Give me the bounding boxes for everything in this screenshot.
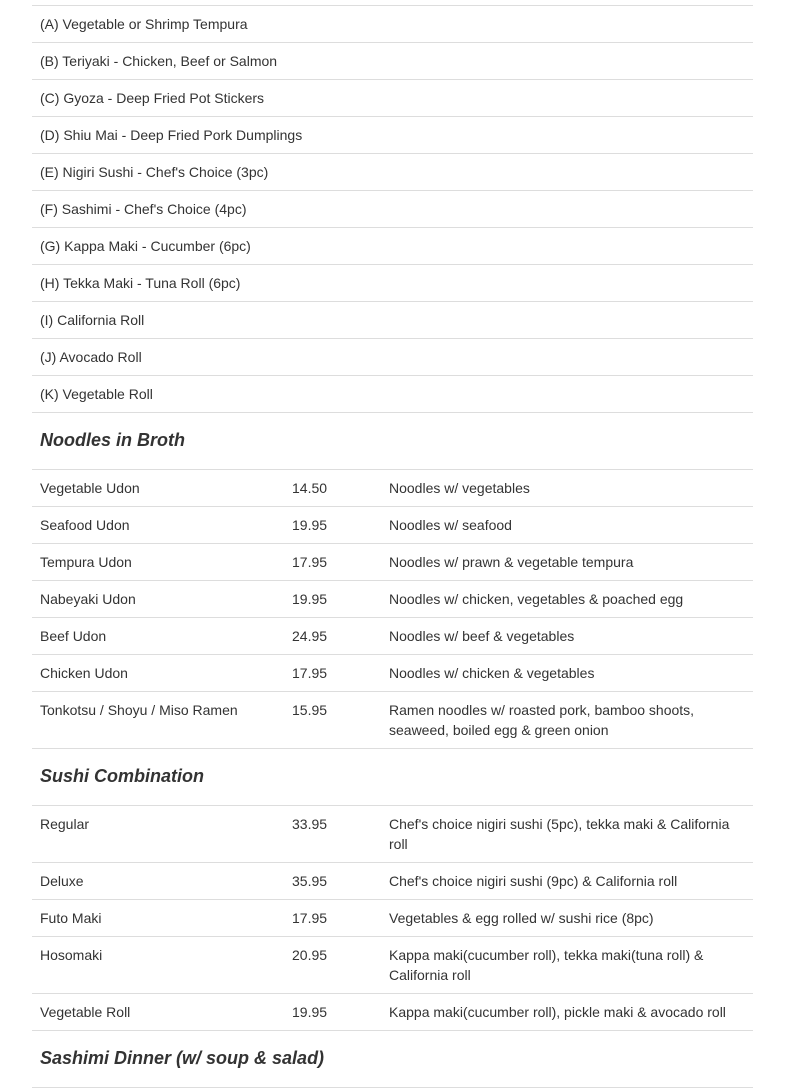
section-title-sashimi-dinner: Sashimi Dinner (w/ soup & salad) <box>32 1030 753 1087</box>
item-label: (K) Vegetable Roll <box>40 386 153 402</box>
item-label: (C) Gyoza - Deep Fried Pot Stickers <box>40 90 265 106</box>
table-row <box>32 617 753 654</box>
list-item <box>32 301 753 338</box>
list-item <box>32 190 753 227</box>
item-name: Beef Udon <box>40 628 107 644</box>
item-description: Noodles w/ prawn & vegetable tempura <box>389 554 634 570</box>
item-description: Noodles w/ chicken & vegetables <box>389 665 595 681</box>
item-label: (H) Tekka Maki - Tuna Roll (6pc) <box>40 275 241 291</box>
item-label: (G) Kappa Maki - Cucumber (6pc) <box>40 238 251 254</box>
table-row <box>32 543 753 580</box>
menu-table <box>32 5 753 1089</box>
table-row <box>32 654 753 691</box>
item-price: 19.95 <box>292 591 328 607</box>
item-description: Noodles w/ vegetables <box>389 480 530 496</box>
list-item <box>32 338 753 375</box>
table-row <box>32 805 753 862</box>
item-label: (A) Vegetable or Shrimp Tempura <box>40 16 248 32</box>
item-name: Nabeyaki Udon <box>40 591 136 607</box>
table-row <box>32 936 753 993</box>
item-price: 35.95 <box>292 873 328 889</box>
item-price: 14.50 <box>292 480 328 496</box>
item-name: Vegetable Udon <box>40 480 140 496</box>
table-row <box>32 580 753 617</box>
item-price: 15.95 <box>292 702 328 718</box>
section-title-sushi-combination: Sushi Combination <box>32 748 753 805</box>
table-row <box>32 899 753 936</box>
list-item <box>32 42 753 79</box>
item-name: Hosomaki <box>40 947 103 963</box>
item-name: Deluxe <box>40 873 84 889</box>
item-label: (B) Teriyaki - Chicken, Beef or Salmon <box>40 53 278 69</box>
item-label: (E) Nigiri Sushi - Chef's Choice (3pc) <box>40 164 269 180</box>
item-description: Noodles w/ beef & vegetables <box>389 628 575 644</box>
item-label: (D) Shiu Mai - Deep Fried Pork Dumplings <box>40 127 303 143</box>
item-label: (I) California Roll <box>40 312 145 328</box>
list-item <box>32 153 753 190</box>
item-price: 17.95 <box>292 910 328 926</box>
list-item <box>32 79 753 116</box>
list-item <box>32 5 753 42</box>
item-name: Chicken Udon <box>40 665 128 681</box>
list-item <box>32 264 753 301</box>
item-description: Kappa maki(cucumber roll), tekka maki(tuna roll) & California roll <box>389 947 704 983</box>
item-description: Noodles w/ chicken, vegetables & poached egg <box>389 591 684 607</box>
item-name: Tempura Udon <box>40 554 132 570</box>
table-row <box>32 862 753 899</box>
item-price: 33.95 <box>292 816 328 832</box>
item-name: Seafood Udon <box>40 517 130 533</box>
item-description: Chef's choice nigiri sushi (5pc), tekka maki & California roll <box>389 816 730 852</box>
table-row <box>32 993 753 1030</box>
table-row <box>32 691 753 748</box>
section-title-noodles: Noodles in Broth <box>32 412 753 469</box>
item-description: Vegetables & egg rolled w/ sushi rice (8pc) <box>389 910 654 926</box>
list-item <box>32 227 753 264</box>
item-price: 17.95 <box>292 665 328 681</box>
item-price: 19.95 <box>292 1004 328 1020</box>
item-price: 19.95 <box>292 517 328 533</box>
item-label: (J) Avocado Roll <box>40 349 142 365</box>
item-name: Vegetable Roll <box>40 1004 131 1020</box>
item-description: Chef's choice nigiri sushi (9pc) & California roll <box>389 873 678 889</box>
item-price: 24.95 <box>292 628 328 644</box>
list-item <box>32 375 753 412</box>
item-description: Kappa maki(cucumber roll), pickle maki & avocado roll <box>389 1004 726 1020</box>
item-name: Regular <box>40 816 90 832</box>
item-price: 20.95 <box>292 947 328 963</box>
item-name: Tonkotsu / Shoyu / Miso Ramen <box>40 702 238 718</box>
table-row <box>32 506 753 543</box>
list-item <box>32 116 753 153</box>
table-row <box>32 469 753 506</box>
item-description: Noodles w/ seafood <box>389 517 512 533</box>
item-label: (F) Sashimi - Chef's Choice (4pc) <box>40 201 247 217</box>
item-name: Futo Maki <box>40 910 102 926</box>
item-description: Ramen noodles w/ roasted pork, bamboo shoots, seaweed, boiled egg & green onion <box>389 702 695 738</box>
item-price: 17.95 <box>292 554 328 570</box>
